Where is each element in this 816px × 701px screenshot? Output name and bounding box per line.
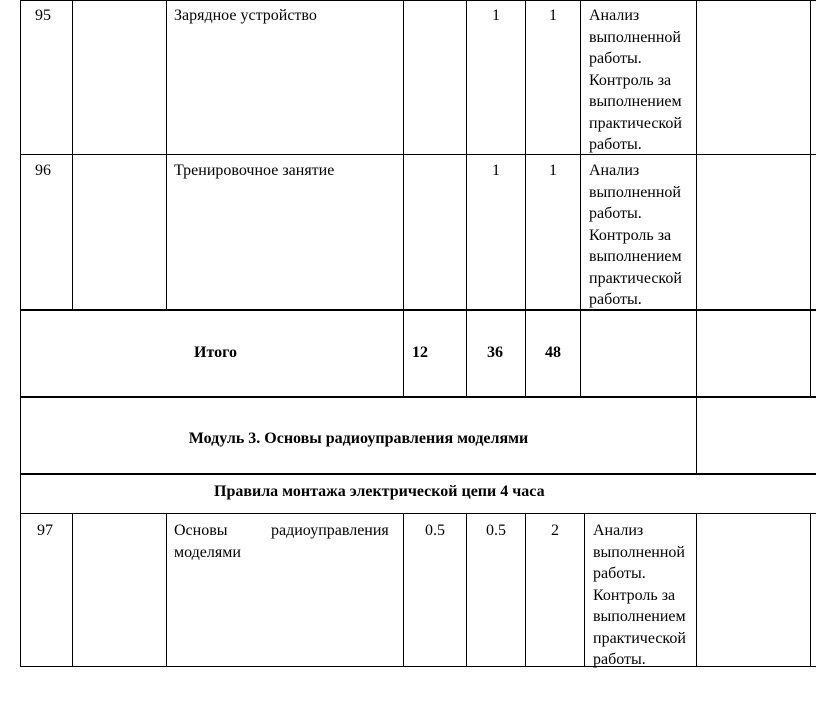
section-header: Правила монтажа электрической цепи 4 часа bbox=[214, 483, 545, 500]
row-title-word: Основы bbox=[174, 522, 228, 539]
control-line: Контроль за bbox=[589, 71, 672, 89]
table-rule bbox=[466, 0, 467, 398]
control-line: работы. bbox=[589, 50, 642, 67]
table-rule bbox=[810, 0, 811, 398]
control-line: работы. bbox=[593, 651, 646, 668]
table-rule bbox=[20, 0, 21, 667]
table-rule bbox=[580, 0, 581, 398]
total-label: Итого bbox=[194, 344, 237, 361]
control-line: выполнением bbox=[589, 248, 682, 265]
control-line: выполненной bbox=[589, 28, 681, 46]
table-rule bbox=[584, 513, 585, 667]
control-line: практической bbox=[589, 269, 682, 287]
module-header: Модуль 3. Основы радиоуправления моделями bbox=[188, 430, 529, 447]
control-line: Контроль за bbox=[593, 586, 676, 604]
table-rule bbox=[525, 0, 526, 398]
row-number: 95 bbox=[35, 7, 51, 24]
control-line: Анализ bbox=[593, 522, 644, 539]
control-line: практической bbox=[593, 629, 686, 647]
total-practice: 36 bbox=[487, 344, 503, 361]
table-rule bbox=[166, 513, 167, 667]
control-line: работы. bbox=[589, 291, 642, 308]
hours-practice: 0.5 bbox=[486, 522, 506, 539]
row-number: 97 bbox=[37, 522, 53, 539]
row-title: Зарядное устройство bbox=[174, 7, 317, 24]
control-line: Контроль за bbox=[589, 226, 672, 244]
row-title-word: моделями bbox=[174, 543, 241, 561]
control-line: Анализ bbox=[589, 7, 640, 24]
control-line: Анализ bbox=[589, 162, 640, 179]
table-rule bbox=[166, 0, 167, 310]
control-line: выполненной bbox=[593, 543, 685, 561]
hours-practice: 1 bbox=[492, 162, 500, 179]
row-title: Тренировочное занятие bbox=[174, 162, 335, 179]
hours-total: 1 bbox=[549, 162, 557, 179]
table-rule bbox=[696, 0, 697, 475]
hours-practice: 1 bbox=[492, 7, 500, 24]
table-rule bbox=[810, 513, 811, 667]
table-rule bbox=[72, 0, 73, 310]
control-line: практической bbox=[589, 114, 682, 132]
total-all: 48 bbox=[545, 344, 561, 361]
table-rule bbox=[72, 513, 73, 667]
total-theory: 12 bbox=[412, 344, 428, 361]
control-line: работы. bbox=[593, 565, 646, 582]
control-line: выполненной bbox=[589, 183, 681, 201]
control-line: выполнением bbox=[589, 93, 682, 110]
hours-total: 1 bbox=[549, 7, 557, 24]
row-number: 96 bbox=[35, 162, 51, 179]
hours-theory: 0.5 bbox=[425, 522, 445, 539]
hours-total: 2 bbox=[551, 522, 559, 539]
table-rule bbox=[403, 0, 404, 398]
row-title-word: радиоуправления bbox=[271, 522, 389, 539]
control-line: выполнением bbox=[593, 608, 686, 625]
table-rule bbox=[696, 513, 697, 667]
control-line: работы. bbox=[589, 136, 642, 153]
control-line: работы. bbox=[589, 205, 642, 222]
